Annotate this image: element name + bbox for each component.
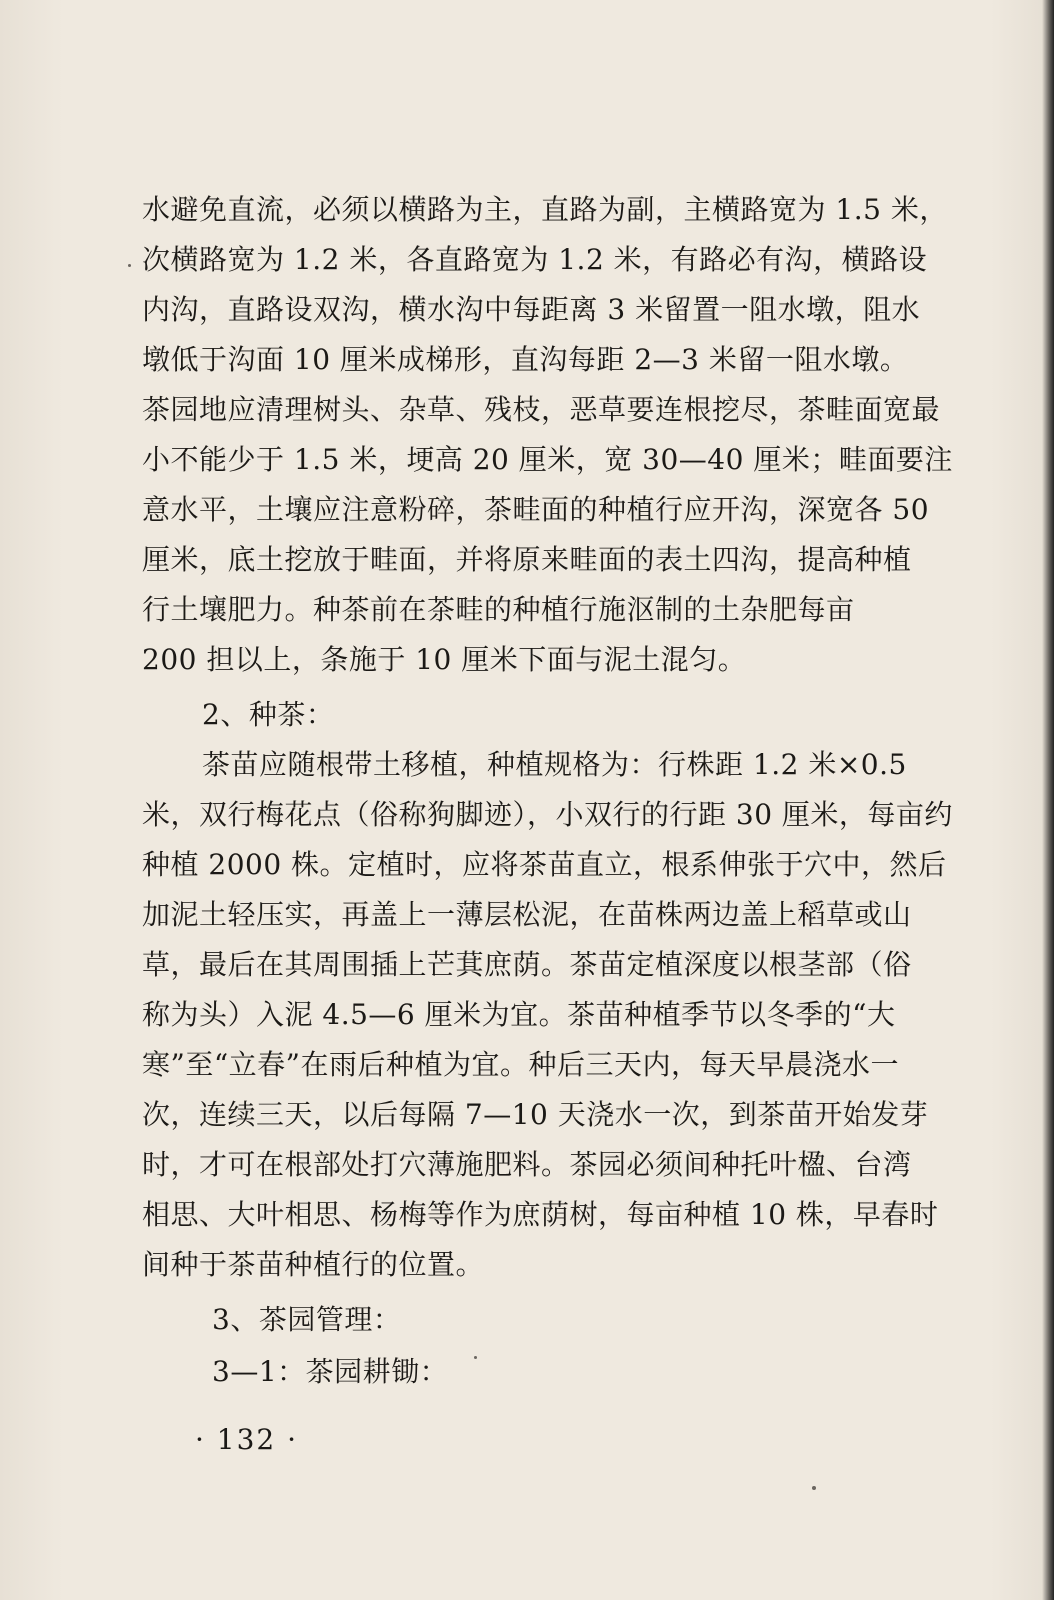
text-line: 次，连续三天，以后每隔 7—10 天浇水一次，到茶苗开始发芽 [142, 1098, 929, 1131]
text-line: 200 担以上，条施于 10 厘米下面与泥土混匀。 [142, 643, 747, 676]
text-line: 寒”至“立春”在雨后种植为宜。种后三天内，每天早晨浇水一 [142, 1048, 899, 1081]
paper-speck [812, 1486, 816, 1490]
paper-speck [128, 264, 131, 267]
paragraph-first-line: 茶苗应随根带土移植，种植规格为：行株距 1.2 米×0.5 [202, 748, 907, 781]
text-line: 相思、大叶相思、杨梅等作为庶荫树，每亩种植 10 株，早春时 [142, 1198, 939, 1231]
text-line: 墩低于沟面 10 厘米成梯形，直沟每距 2—3 米留一阻水墩。 [142, 343, 909, 376]
text-line: 茶园地应清理树头、杂草、残枝，恶草要连根挖尽，茶畦面宽最 [142, 393, 941, 426]
text-line: 草，最后在其周围插上芒萁庶荫。茶苗定植深度以根茎部（俗 [142, 948, 912, 981]
text-line: 时，才可在根部处打穴薄施肥料。茶园必须间种托叶楹、台湾 [142, 1148, 912, 1181]
text-line: 种植 2000 株。定植时，应将茶苗直立，根系伸张于穴中，然后 [142, 848, 947, 881]
text-line: 米，双行梅花点（俗称狗脚迹），小双行的行距 30 厘米，每亩约 [142, 798, 953, 831]
text-line: 加泥土轻压实，再盖上一薄层松泥，在苗株两边盖上稻草或山 [142, 898, 912, 931]
text-line: 小不能少于 1.5 米，埂高 20 厘米，宽 30—40 厘米；畦面要注 [142, 443, 953, 476]
section-heading: 2、种茶： [202, 698, 335, 731]
paper-speck [474, 1356, 477, 1359]
text-line: 称为头）入泥 4.5—6 厘米为宜。茶苗种植季节以冬季的“大 [142, 998, 896, 1031]
text-line: 行土壤肥力。种茶前在茶畦的种植行施沤制的土杂肥每亩 [142, 593, 855, 626]
text-line: 间种于茶苗种植行的位置。 [142, 1248, 485, 1281]
text-line: 意水平，土壤应注意粉碎，茶畦面的种植行应开沟，深宽各 50 [142, 493, 930, 526]
text-line: 水避免直流，必须以横路为主，直路为副，主横路宽为 1.5 米， [142, 193, 948, 226]
text-line: 厘米，底土挖放于畦面，并将原来畦面的表土四沟，提高种植 [142, 543, 912, 576]
text-line: 内沟，直路设双沟，横水沟中每距离 3 米留置一阻水墩，阻水 [142, 293, 921, 326]
text-line: 次横路宽为 1.2 米，各直路宽为 1.2 米，有路必有沟，横路设 [142, 243, 928, 276]
page-edge-shadow [1042, 0, 1054, 1600]
subsection-heading: 3—1：茶园耕锄： [212, 1355, 449, 1388]
section-heading: 3、茶园管理： [212, 1303, 402, 1336]
page-number: · 132 · [195, 1423, 299, 1456]
